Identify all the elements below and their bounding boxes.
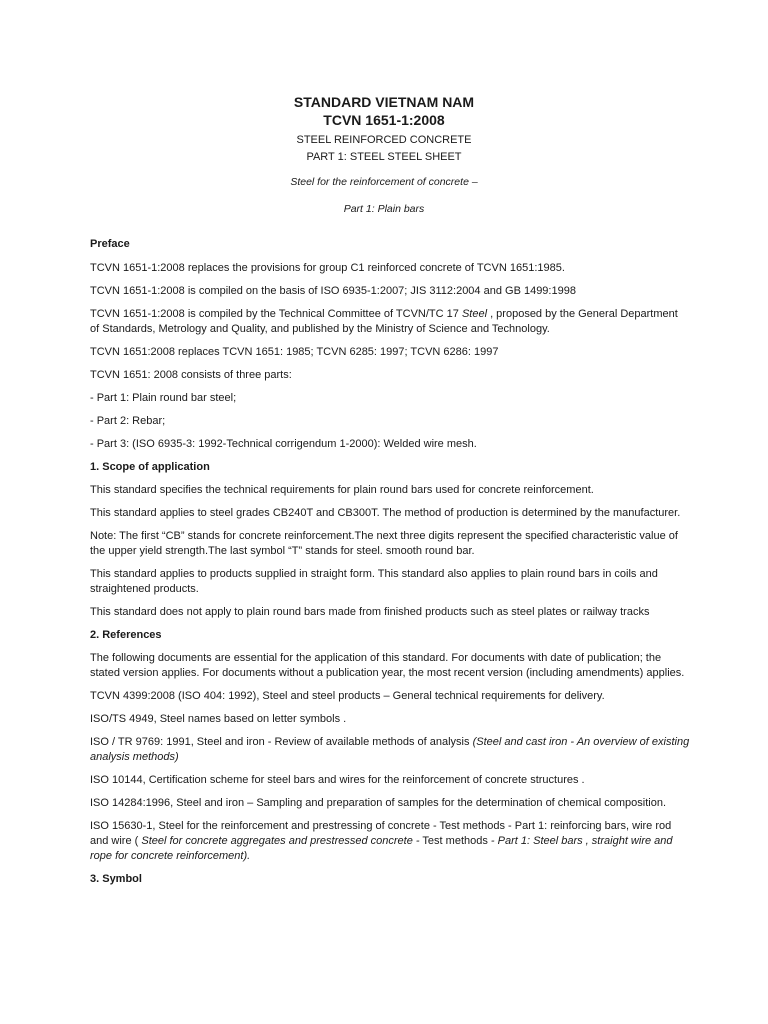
standard-code: TCVN 1651-1:2008 xyxy=(323,112,445,128)
scope-paragraph: This standard does not apply to plain round bars made from finished products such as steel plates or railway tracks xyxy=(90,606,650,618)
reference-item xyxy=(90,819,690,864)
preface-paragraph: TCVN 1651-1:2008 replaces the provisions for group C1 reinforced concrete of TCVN 1651:1985. xyxy=(90,262,565,274)
scope-paragraph: This standard applies to steel grades CB240T and CB300T. The method of production is determined by the manufacturer. xyxy=(90,507,681,519)
document-body xyxy=(90,237,690,895)
preface-paragraph: TCVN 1651-1:2008 is compiled on the basis of ISO 6935-1:2007; JIS 3112:2004 and GB 1499:1998 xyxy=(90,285,576,297)
italic-text: Steel xyxy=(461,308,488,320)
parts-list-item: - Part 3: (ISO 6935-3: 1992-Technical corrigendum 1-2000): Welded wire mesh. xyxy=(90,438,477,450)
text-span: Test methods xyxy=(419,835,491,847)
reference-item: ISO 10144, Certification scheme for steel bars and wires for the reinforcement of concrete structures . xyxy=(90,774,585,786)
document-header xyxy=(0,93,768,216)
parts-list-item: - Part 1: Plain round bar steel; xyxy=(90,392,237,404)
reference-item: ISO/TS 4949, Steel names based on letter symbols . xyxy=(90,713,347,725)
document-title: STANDARD VIETNAM NAM xyxy=(293,94,475,110)
reference-item: TCVN 4399:2008 (ISO 404: 1992), Steel and steel products – General technical requirements for delivery. xyxy=(90,690,605,702)
scope-heading: 1. Scope of application xyxy=(90,461,210,473)
references-intro: The following documents are essential for the application of this standard. For documents with date of publication; the stated version applies. For documents without a publication year, the most recent version (including amendments) applies. xyxy=(90,652,685,679)
text-span: ISO / TR 9769: 1991, Steel and iron - Review of available methods of analysis xyxy=(90,736,473,748)
english-title: Steel for the reinforcement of concrete – xyxy=(290,176,478,188)
preface-paragraph xyxy=(90,307,690,337)
symbol-heading: 3. Symbol xyxy=(90,873,142,885)
italic-text: - Part 1: Steel bars , straight wire and rope for concrete reinforcement). xyxy=(90,835,673,862)
english-part-title: Part 1: Plain bars xyxy=(343,203,425,215)
subtitle-line-2: PART 1: STEEL STEEL SHEET xyxy=(306,151,462,163)
scope-paragraph: This standard specifies the technical requirements for plain round bars used for concrete reinforcement. xyxy=(90,484,594,496)
preface-paragraph: TCVN 1651: 2008 consists of three parts: xyxy=(90,369,292,381)
scope-paragraph: This standard applies to products supplied in straight form. This standard also applies to plain round bars in coils and straightened products. xyxy=(90,568,658,595)
italic-text: Steel for concrete aggregates and prestressed concrete - xyxy=(141,835,420,847)
text-span: ISO 15630-1, Steel for the reinforcement and prestressing of concrete - Test methods - Part 1: reinforcing bars, wire rod and wire ( xyxy=(90,820,672,847)
italic-text: (Steel and cast iron - An overview of existing analysis methods) xyxy=(90,736,690,763)
reference-item: ISO 14284:1996, Steel and iron – Sampling and preparation of samples for the determination of chemical composition. xyxy=(90,797,667,809)
preface-heading: Preface xyxy=(90,238,130,250)
text-span: TCVN 1651-1:2008 is compiled by the Technical Committee of TCVN/TC 17 xyxy=(90,308,462,320)
reference-item xyxy=(90,735,690,765)
preface-paragraph: TCVN 1651:2008 replaces TCVN 1651: 1985; TCVN 6285: 1997; TCVN 6286: 1997 xyxy=(90,346,499,358)
text-span: , proposed by the General Department of Standards, Metrology and Quality, and published by the Ministry of Science and Technology. xyxy=(90,308,678,335)
references-heading: 2. References xyxy=(90,629,162,641)
scope-note: Note: The first “CB” stands for concrete reinforcement.The next three digits represent the specified characteristic value of the upper yield strength.The last symbol “T” stands for steel. smooth round bar. xyxy=(90,530,678,557)
subtitle-line-1: STEEL REINFORCED CONCRETE xyxy=(296,134,472,146)
parts-list-item: - Part 2: Rebar; xyxy=(90,415,166,427)
